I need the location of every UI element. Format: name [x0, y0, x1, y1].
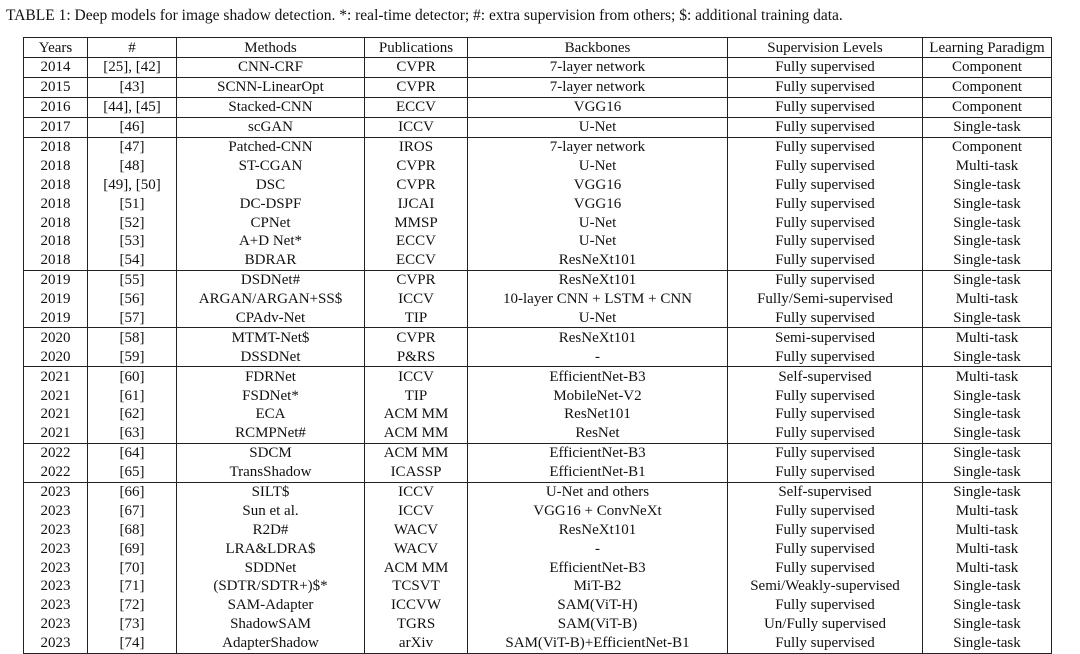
- cell-year: 2023: [24, 558, 88, 577]
- cell-paradigm: Multi-task: [923, 558, 1052, 577]
- cell-ref: [46]: [88, 117, 177, 137]
- cell-publication: ICCV: [365, 501, 468, 520]
- cell-backbone: SAM(ViT-B): [468, 615, 728, 634]
- cell-publication: ACM MM: [365, 443, 468, 462]
- cell-supervision: Fully supervised: [728, 194, 923, 213]
- cell-paradigm: Single-task: [923, 405, 1052, 424]
- cell-backbone: ResNet101: [468, 405, 728, 424]
- table-row: [24, 405, 1052, 424]
- cell-supervision: Fully supervised: [728, 596, 923, 615]
- cell-publication: ICCVW: [365, 596, 468, 615]
- cell-supervision: Fully/Semi-supervised: [728, 290, 923, 309]
- cell-ref: [60]: [88, 367, 177, 386]
- cell-year: 2021: [24, 424, 88, 443]
- cell-paradigm: Single-task: [923, 482, 1052, 501]
- cell-year: 2023: [24, 482, 88, 501]
- models-table: [23, 37, 1052, 654]
- cell-backbone: 7-layer network: [468, 58, 728, 78]
- cell-method: SAM-Adapter: [177, 596, 365, 615]
- cell-supervision: Un/Fully supervised: [728, 615, 923, 634]
- table-row: [24, 634, 1052, 653]
- cell-paradigm: Single-task: [923, 615, 1052, 634]
- cell-ref: [72]: [88, 596, 177, 615]
- header-row: [24, 38, 1052, 58]
- cell-backbone: -: [468, 347, 728, 366]
- cell-supervision: Fully supervised: [728, 175, 923, 194]
- table-container: [23, 37, 1051, 654]
- cell-ref: [68]: [88, 520, 177, 539]
- cell-year: 2023: [24, 577, 88, 596]
- cell-backbone: MobileNet-V2: [468, 386, 728, 405]
- cell-paradigm: Multi-task: [923, 539, 1052, 558]
- cell-supervision: Fully supervised: [728, 634, 923, 653]
- cell-ref: [54]: [88, 251, 177, 270]
- col-header-paradigm: Learning Paradigm: [923, 38, 1052, 58]
- cell-publication: CVPR: [365, 77, 468, 97]
- cell-supervision: Fully supervised: [728, 386, 923, 405]
- cell-publication: CVPR: [365, 156, 468, 175]
- cell-paradigm: Single-task: [923, 443, 1052, 462]
- cell-supervision: Fully supervised: [728, 117, 923, 137]
- cell-year: 2019: [24, 270, 88, 289]
- cell-ref: [61]: [88, 386, 177, 405]
- col-header-publications: Publications: [365, 38, 468, 58]
- cell-publication: CVPR: [365, 58, 468, 78]
- cell-method: SCNN-LinearOpt: [177, 77, 365, 97]
- cell-publication: CVPR: [365, 270, 468, 289]
- cell-backbone: ResNet: [468, 424, 728, 443]
- table-row: [24, 482, 1052, 501]
- cell-method: R2D#: [177, 520, 365, 539]
- cell-year: 2018: [24, 251, 88, 270]
- cell-paradigm: Multi-task: [923, 290, 1052, 309]
- table-row: [24, 156, 1052, 175]
- cell-publication: ECCV: [365, 251, 468, 270]
- cell-ref: [25], [42]: [88, 58, 177, 78]
- cell-paradigm: Single-task: [923, 424, 1052, 443]
- cell-method: ECA: [177, 405, 365, 424]
- col-header-ref: #: [88, 38, 177, 58]
- table-row: [24, 347, 1052, 366]
- table-row: [24, 77, 1052, 97]
- cell-year: 2017: [24, 117, 88, 137]
- cell-publication: TGRS: [365, 615, 468, 634]
- cell-year: 2021: [24, 367, 88, 386]
- cell-method: CPAdv-Net: [177, 309, 365, 328]
- cell-publication: CVPR: [365, 328, 468, 347]
- cell-supervision: Semi-supervised: [728, 328, 923, 347]
- cell-ref: [48]: [88, 156, 177, 175]
- cell-backbone: EfficientNet-B1: [468, 463, 728, 482]
- col-header-backbones: Backbones: [468, 38, 728, 58]
- cell-backbone: VGG16: [468, 97, 728, 117]
- cell-publication: ACM MM: [365, 405, 468, 424]
- table-row: [24, 175, 1052, 194]
- cell-supervision: Fully supervised: [728, 77, 923, 97]
- cell-supervision: Fully supervised: [728, 558, 923, 577]
- cell-publication: ICCV: [365, 367, 468, 386]
- cell-paradigm: Component: [923, 137, 1052, 156]
- cell-ref: [53]: [88, 232, 177, 251]
- cell-year: 2018: [24, 175, 88, 194]
- cell-method: Sun et al.: [177, 501, 365, 520]
- col-header-years: Years: [24, 38, 88, 58]
- cell-backbone: MiT-B2: [468, 577, 728, 596]
- cell-backbone: -: [468, 539, 728, 558]
- cell-year: 2023: [24, 615, 88, 634]
- cell-year: 2023: [24, 596, 88, 615]
- cell-publication: WACV: [365, 539, 468, 558]
- cell-publication: ECCV: [365, 232, 468, 251]
- cell-year: 2023: [24, 501, 88, 520]
- table-row: [24, 367, 1052, 386]
- cell-backbone: ResNeXt101: [468, 251, 728, 270]
- cell-supervision: Fully supervised: [728, 213, 923, 232]
- cell-paradigm: Multi-task: [923, 520, 1052, 539]
- cell-backbone: EfficientNet-B3: [468, 443, 728, 462]
- cell-backbone: VGG16: [468, 194, 728, 213]
- cell-supervision: Fully supervised: [728, 405, 923, 424]
- cell-method: DSC: [177, 175, 365, 194]
- cell-publication: ECCV: [365, 97, 468, 117]
- cell-supervision: Fully supervised: [728, 232, 923, 251]
- cell-year: 2018: [24, 156, 88, 175]
- cell-method: FSDNet*: [177, 386, 365, 405]
- cell-year: 2018: [24, 213, 88, 232]
- cell-publication: TIP: [365, 386, 468, 405]
- cell-ref: [55]: [88, 270, 177, 289]
- table-row: [24, 596, 1052, 615]
- cell-supervision: Fully supervised: [728, 137, 923, 156]
- table-row: [24, 213, 1052, 232]
- cell-paradigm: Single-task: [923, 386, 1052, 405]
- cell-method: ARGAN/ARGAN+SS$: [177, 290, 365, 309]
- cell-method: Patched-CNN: [177, 137, 365, 156]
- cell-ref: [71]: [88, 577, 177, 596]
- cell-method: MTMT-Net$: [177, 328, 365, 347]
- cell-publication: ICASSP: [365, 463, 468, 482]
- table-row: [24, 463, 1052, 482]
- table-row: [24, 97, 1052, 117]
- cell-ref: [64]: [88, 443, 177, 462]
- table-row: [24, 520, 1052, 539]
- cell-year: 2014: [24, 58, 88, 78]
- cell-year: 2020: [24, 328, 88, 347]
- table-row: [24, 58, 1052, 78]
- cell-supervision: Fully supervised: [728, 251, 923, 270]
- cell-paradigm: Single-task: [923, 309, 1052, 328]
- cell-publication: IROS: [365, 137, 468, 156]
- cell-supervision: Semi/Weakly-supervised: [728, 577, 923, 596]
- cell-backbone: SAM(ViT-H): [468, 596, 728, 615]
- cell-publication: TCSVT: [365, 577, 468, 596]
- cell-year: 2023: [24, 634, 88, 653]
- cell-ref: [51]: [88, 194, 177, 213]
- table-row: [24, 270, 1052, 289]
- cell-method: DSDNet#: [177, 270, 365, 289]
- cell-method: CPNet: [177, 213, 365, 232]
- cell-supervision: Fully supervised: [728, 539, 923, 558]
- table-row: [24, 309, 1052, 328]
- cell-ref: [74]: [88, 634, 177, 653]
- cell-paradigm: Multi-task: [923, 328, 1052, 347]
- cell-paradigm: Single-task: [923, 577, 1052, 596]
- cell-backbone: SAM(ViT-B)+EfficientNet-B1: [468, 634, 728, 653]
- col-header-methods: Methods: [177, 38, 365, 58]
- cell-method: SILT$: [177, 482, 365, 501]
- cell-backbone: VGG16 + ConvNeXt: [468, 501, 728, 520]
- cell-backbone: EfficientNet-B3: [468, 558, 728, 577]
- table-row: [24, 615, 1052, 634]
- cell-supervision: Fully supervised: [728, 443, 923, 462]
- cell-ref: [49], [50]: [88, 175, 177, 194]
- cell-ref: [43]: [88, 77, 177, 97]
- cell-backbone: U-Net: [468, 213, 728, 232]
- cell-method: CNN-CRF: [177, 58, 365, 78]
- cell-supervision: Self-supervised: [728, 367, 923, 386]
- cell-method: AdapterShadow: [177, 634, 365, 653]
- table-row: [24, 290, 1052, 309]
- table-row: [24, 577, 1052, 596]
- cell-supervision: Fully supervised: [728, 347, 923, 366]
- cell-ref: [65]: [88, 463, 177, 482]
- cell-supervision: Fully supervised: [728, 309, 923, 328]
- cell-year: 2023: [24, 520, 88, 539]
- cell-method: scGAN: [177, 117, 365, 137]
- cell-backbone: 7-layer network: [468, 137, 728, 156]
- cell-publication: IJCAI: [365, 194, 468, 213]
- cell-ref: [73]: [88, 615, 177, 634]
- cell-ref: [70]: [88, 558, 177, 577]
- cell-ref: [58]: [88, 328, 177, 347]
- cell-method: FDRNet: [177, 367, 365, 386]
- table-row: [24, 424, 1052, 443]
- cell-method: BDRAR: [177, 251, 365, 270]
- table-row: [24, 558, 1052, 577]
- cell-paradigm: Single-task: [923, 213, 1052, 232]
- table-body: [24, 58, 1052, 654]
- cell-publication: WACV: [365, 520, 468, 539]
- table-row: [24, 328, 1052, 347]
- cell-backbone: ResNeXt101: [468, 328, 728, 347]
- cell-paradigm: Single-task: [923, 463, 1052, 482]
- cell-ref: [59]: [88, 347, 177, 366]
- table-row: [24, 251, 1052, 270]
- cell-ref: [67]: [88, 501, 177, 520]
- cell-year: 2022: [24, 463, 88, 482]
- cell-paradigm: Single-task: [923, 347, 1052, 366]
- col-header-supervision: Supervision Levels: [728, 38, 923, 58]
- cell-year: 2022: [24, 443, 88, 462]
- table-row: [24, 232, 1052, 251]
- table-row: [24, 443, 1052, 462]
- table-caption: TABLE 1: Deep models for image shadow detection. *: real-time detector; #: extra supervision from others; $: additional training data.: [6, 7, 843, 24]
- cell-supervision: Fully supervised: [728, 58, 923, 78]
- table-row: [24, 386, 1052, 405]
- cell-backbone: U-Net and others: [468, 482, 728, 501]
- cell-year: 2023: [24, 539, 88, 558]
- cell-backbone: EfficientNet-B3: [468, 367, 728, 386]
- cell-supervision: Fully supervised: [728, 156, 923, 175]
- cell-publication: TIP: [365, 309, 468, 328]
- cell-ref: [62]: [88, 405, 177, 424]
- cell-supervision: Fully supervised: [728, 463, 923, 482]
- cell-paradigm: Single-task: [923, 251, 1052, 270]
- cell-year: 2021: [24, 386, 88, 405]
- cell-supervision: Fully supervised: [728, 501, 923, 520]
- cell-backbone: ResNeXt101: [468, 520, 728, 539]
- cell-paradigm: Single-task: [923, 596, 1052, 615]
- cell-paradigm: Single-task: [923, 175, 1052, 194]
- cell-method: LRA&LDRA$: [177, 539, 365, 558]
- cell-paradigm: Multi-task: [923, 501, 1052, 520]
- cell-paradigm: Single-task: [923, 270, 1052, 289]
- cell-publication: arXiv: [365, 634, 468, 653]
- cell-paradigm: Component: [923, 58, 1052, 78]
- cell-publication: ICCV: [365, 482, 468, 501]
- cell-publication: ICCV: [365, 117, 468, 137]
- cell-ref: [63]: [88, 424, 177, 443]
- cell-year: 2021: [24, 405, 88, 424]
- cell-year: 2019: [24, 309, 88, 328]
- cell-publication: ACM MM: [365, 424, 468, 443]
- cell-method: SDCM: [177, 443, 365, 462]
- cell-supervision: Fully supervised: [728, 424, 923, 443]
- cell-year: 2018: [24, 194, 88, 213]
- cell-year: 2016: [24, 97, 88, 117]
- table-row: [24, 539, 1052, 558]
- cell-publication: MMSP: [365, 213, 468, 232]
- cell-backbone: U-Net: [468, 309, 728, 328]
- table-row: [24, 137, 1052, 156]
- cell-year: 2015: [24, 77, 88, 97]
- cell-ref: [56]: [88, 290, 177, 309]
- cell-method: ShadowSAM: [177, 615, 365, 634]
- cell-paradigm: Single-task: [923, 232, 1052, 251]
- cell-backbone: ResNeXt101: [468, 270, 728, 289]
- cell-backbone: U-Net: [468, 156, 728, 175]
- cell-supervision: Fully supervised: [728, 270, 923, 289]
- cell-method: TransShadow: [177, 463, 365, 482]
- cell-method: Stacked-CNN: [177, 97, 365, 117]
- cell-paradigm: Component: [923, 97, 1052, 117]
- cell-publication: ACM MM: [365, 558, 468, 577]
- cell-publication: P&RS: [365, 347, 468, 366]
- cell-ref: [44], [45]: [88, 97, 177, 117]
- cell-backbone: U-Net: [468, 117, 728, 137]
- cell-ref: [52]: [88, 213, 177, 232]
- cell-paradigm: Multi-task: [923, 156, 1052, 175]
- table-row: [24, 501, 1052, 520]
- table-row: [24, 194, 1052, 213]
- cell-backbone: 7-layer network: [468, 77, 728, 97]
- cell-paradigm: Component: [923, 77, 1052, 97]
- cell-publication: CVPR: [365, 175, 468, 194]
- cell-paradigm: Single-task: [923, 194, 1052, 213]
- cell-method: DSSDNet: [177, 347, 365, 366]
- cell-year: 2018: [24, 232, 88, 251]
- cell-year: 2019: [24, 290, 88, 309]
- cell-method: ST-CGAN: [177, 156, 365, 175]
- cell-method: RCMPNet#: [177, 424, 365, 443]
- cell-method: SDDNet: [177, 558, 365, 577]
- cell-year: 2020: [24, 347, 88, 366]
- cell-method: A+D Net*: [177, 232, 365, 251]
- cell-paradigm: Single-task: [923, 117, 1052, 137]
- table-row: [24, 117, 1052, 137]
- cell-backbone: U-Net: [468, 232, 728, 251]
- cell-ref: [66]: [88, 482, 177, 501]
- cell-ref: [47]: [88, 137, 177, 156]
- cell-paradigm: Multi-task: [923, 367, 1052, 386]
- cell-supervision: Self-supervised: [728, 482, 923, 501]
- cell-method: DC-DSPF: [177, 194, 365, 213]
- cell-backbone: 10-layer CNN + LSTM + CNN: [468, 290, 728, 309]
- cell-year: 2018: [24, 137, 88, 156]
- cell-paradigm: Single-task: [923, 634, 1052, 653]
- cell-backbone: VGG16: [468, 175, 728, 194]
- cell-publication: ICCV: [365, 290, 468, 309]
- cell-method: (SDTR/SDTR+)$*: [177, 577, 365, 596]
- cell-ref: [69]: [88, 539, 177, 558]
- cell-supervision: Fully supervised: [728, 97, 923, 117]
- cell-ref: [57]: [88, 309, 177, 328]
- cell-supervision: Fully supervised: [728, 520, 923, 539]
